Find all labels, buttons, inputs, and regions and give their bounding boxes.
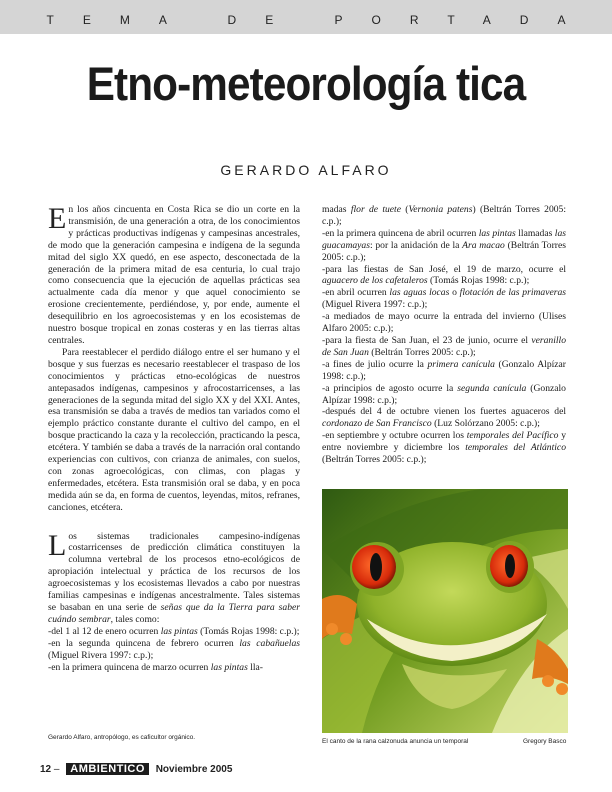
magazine-logo: AMBIENTICO xyxy=(66,763,149,775)
list-item: -para la fiesta de San Juan, el 23 de junio, ocurre el veranillo de San Juan (Beltrán Torres 2005: c.p.); xyxy=(322,334,566,358)
list-item: -en abril ocurren las aguas locas o flotación de las primaveras (Miguel Rivera 1997: c.p.); xyxy=(322,287,567,311)
paragraph-1: En los años cincuenta en Costa Rica se dio un corte en la transmisión, de una generación a otra, de los conocimientos y prácticas productivas indígenas y campesinas ancestrales, de modo que la generación campesina e indígena de la segunda mitad del siglo XX quedó, en ese aspecto, desconectada de la generación de la primera mitad de esa centuria, lo cual trajo como consecuencia que la ejecución de aquellas prácticas sea actualmente cada día menor y que aquel conocimiento se erosione crecientemente, perdiéndose, y, por ende, aumente el desequilibrio en los agroecosistemas y en los ecosistemas de nuestro bosque tropical en zonas costeras y en las tierras altas centrales. xyxy=(48,202,300,346)
paragraph-2: Para reestablecer el perdido diálogo entre el ser humano y el bosque y sus fuerzas es necesario reestablecer el traspaso de los conocimientos y prácticas etno-ecológicas de nuestros antepasados indígenas, campesinos y afrocostarricenses, a las generaciones de la segunda mitad del siglo XX y del XXI. Antes, esa transmisión se daba a través de medios tan variados como el ejemplo práctico constante durante el cultivo del campo, en el bosque practicando la caza y la recolección, practicando la pesca, etcétera. Y también se daba a través de la narración oral contando experiencias con cultivos, con crianza de animales, con suelos, con zonas agroecológicas, con climas, con plagas y enfermedades, etcétera. Esta transmisión oral se daba, y en poca medida aún se da, en forma de cuentos, leyendas, mitos, refranes, canciones, etcétera. xyxy=(48,346,300,513)
list-item: -después del 4 de octubre vienen los fuertes aguaceros del cordonazo de San Francisco (Luz Solórzano 2005: c.p.); xyxy=(322,406,566,430)
list-item: -del 1 al 12 de enero ocurren las pintas (Tomás Rojas 1998: c.p.); xyxy=(48,625,300,637)
list-item: -en septiembre y octubre ocurren los temporales del Pacífico y entre noviembre y diciembre los temporales del Atlántico (Beltrán Torres 2005: c.p.); xyxy=(322,430,566,466)
drop-cap: L xyxy=(48,528,67,562)
list-item: -en la primera quincena de abril ocurren las pintas llamadas las guacamayas: por la anidación de la Ara macao (Beltrán Torres 2005: c.p.); xyxy=(322,227,566,263)
frog-illustration xyxy=(322,489,568,733)
photo-caption: El canto de la rana calzonuda anuncia un temporal xyxy=(322,738,469,745)
right-column xyxy=(322,204,566,466)
list-item: -en la primera quincena de marzo ocurren las pintas lla- xyxy=(48,661,263,673)
left-column xyxy=(48,204,300,673)
list-item: -en la segunda quincena de febrero ocurren las cabañuelas (Miguel Rivera 1997: c.p.); xyxy=(48,637,300,661)
list-item: -a principios de agosto ocurre la segunda canícula (Gonzalo Alpízar 1998: c.p.); xyxy=(322,382,566,406)
list-item: -a fines de julio ocurre la primera canícula (Gonzalo Alpízar 1998: c.p.); xyxy=(322,358,566,382)
page-footer xyxy=(40,763,232,777)
list-item: -a mediados de mayo ocurre la entrada del invierno (Ulises Alfaro 2005: c.p.); xyxy=(322,311,566,335)
page-number: 12 xyxy=(40,764,52,775)
drop-cap: E xyxy=(48,202,67,235)
article-title: Etno-meteorología tica xyxy=(86,57,526,110)
author-footnote: Gerardo Alfaro, antropólogo, es caficultor orgánico. xyxy=(48,734,196,741)
issue-date: Noviembre 2005 xyxy=(155,764,233,775)
footer-dash: – xyxy=(53,764,60,775)
paragraph-3: Los sistemas tradicionales campesino-indígenas costarricenses de predicción climática constituyen la columna vertebral de los procesos etno-ecológicos de apropiación intelectual y práctica de los recursos de los agroecosistemas y los ecosistemas llevados a cabo por nuestras familias campesinas e indígenas ancestralmente. Tales sistemas se basaban en una serie de señas que da la Tierra para saber cuándo sembrar, tales como: xyxy=(48,528,300,625)
section-label: TEMA DE PORTADA xyxy=(46,13,595,27)
list-item: madas flor de tuete (Vernonia patens) (Beltrán Torres 2005: c.p.); xyxy=(322,204,567,227)
article-author: GERARDO ALFARO xyxy=(220,162,392,178)
list-item: -para las fiestas de San José, el 19 de marzo, ocurre el aguacero de los cafetaleros (Tomás Rojas 1998: c.p.); xyxy=(322,263,566,287)
frog-photo xyxy=(322,489,568,733)
photo-credit: Gregory Basco xyxy=(523,738,567,745)
